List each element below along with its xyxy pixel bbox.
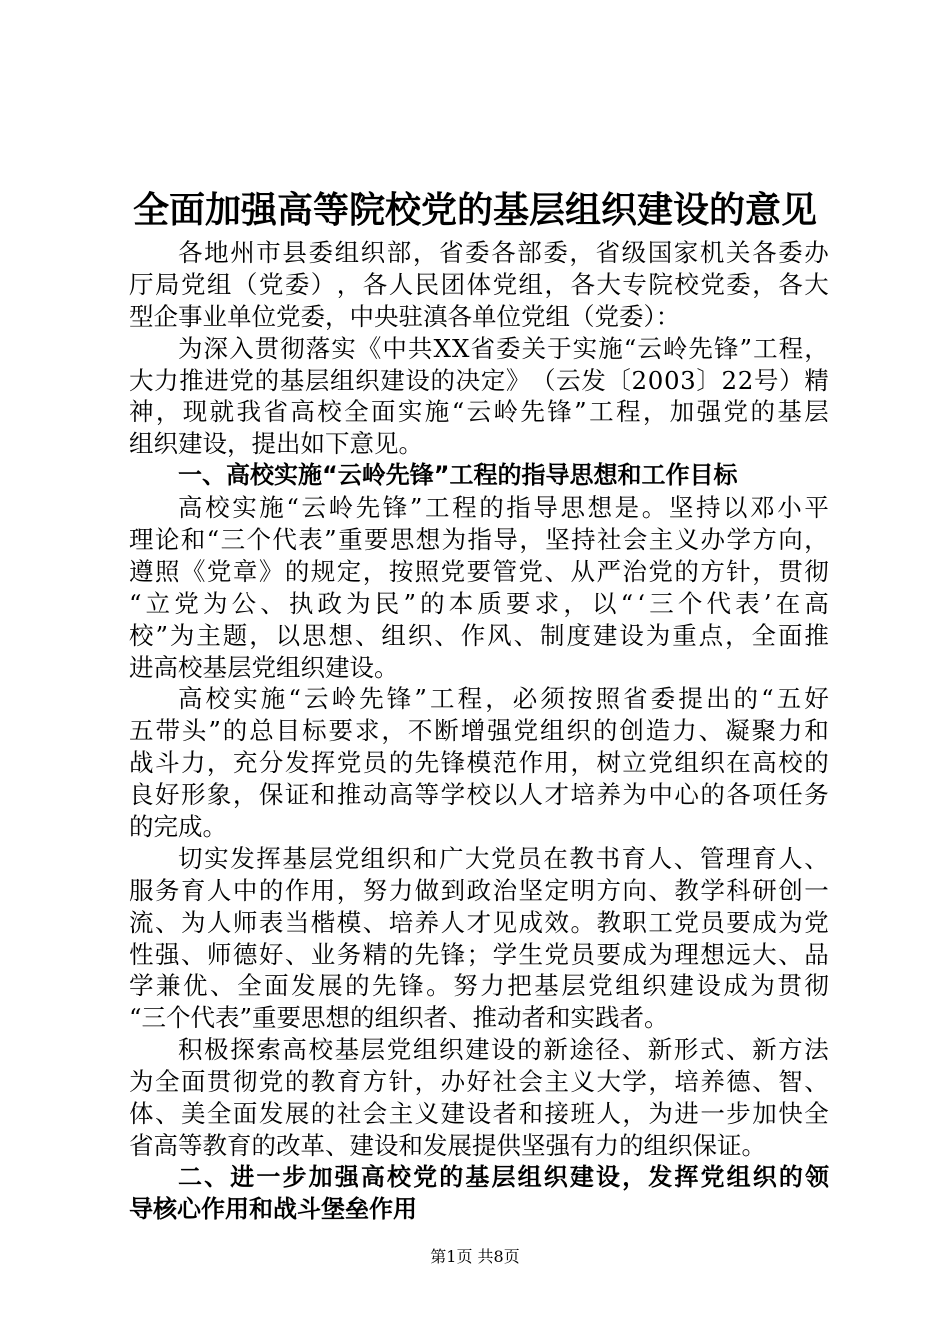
body-text-line: “ 立 党 为 公 、 执 政 为 民 ” 的 本 质 要 求 ， 以 “ ‘ 三 个 代 表 ’ 在 高	[129, 588, 829, 618]
body-text-line: 为 全 面 贯 彻 党 的 教 育 方 针 ， 办 好 社 会 主 义 大 学 ， 培 养 德 、 智 、	[129, 1067, 829, 1097]
body-text-line: 为 深 入 贯 彻 落 实 《 中 共 X X 省 委 关 于 实 施 “ 云 岭 先 锋 ” 工 程 ，	[178, 333, 829, 363]
body-text-line: 各 地 州 市 县 委 组 织 部 ， 省 委 各 部 委 ， 省 级 国 家 机 关 各 委 办	[178, 238, 829, 267]
body-text-line: 流 、 为 人 师 表 当 楷 模 、 培 养 人 才 见 成 效 。 教 职 工 党 员 要 成 为 党	[129, 907, 829, 937]
document-body	[129, 237, 829, 1226]
body-text-line: 型企事业单位党委，中央驻滇各单位党组（党委）：	[129, 301, 681, 331]
document-title: 全面加强高等院校党的基层组织建设的意见	[132, 190, 817, 231]
body-text-line: 神 ， 现 就 我 省 高 校 全 面 实 施 “ 云 岭 先 锋 ” 工 程 ， 加 强 党 的 基 层	[129, 397, 829, 427]
body-text-line: 大 力 推 进 党 的 基 层 组 织 建 设 的 决 定 》 （ 云 发 〔 2 0 0 3 〕 2 2 号 ） 精	[129, 365, 829, 395]
body-text-line: 五 带 头 ” 的 总 目 标 要 求 ， 不 断 增 强 党 组 织 的 创 造 力 、 凝 聚 力 和	[129, 716, 829, 746]
body-text-line: 高 校 实 施 “ 云 岭 先 锋 ” 工 程 的 指 导 思 想 是 。 坚 持 以 邓 小 平	[178, 493, 829, 523]
body-text-line: 体 、 美 全 面 发 展 的 社 会 主 义 建 设 者 和 接 班 人 ， 为 进 一 步 加 快 全	[129, 1099, 829, 1129]
body-text-line: 战 斗 力 ， 充 分 发 挥 党 员 的 先 锋 模 范 作 用 ， 树 立 党 组 织 在 高 校 的	[129, 748, 829, 778]
page-number: 第1页 共8页	[430, 1247, 520, 1266]
body-text-line: 遵 照 《 党 章 》 的 规 定 ， 按 照 党 要 管 党 、 从 严 治 党 的 方 针 ， 贯 彻	[129, 556, 829, 586]
body-text-line: “三个代表”重要思想的组织者、推动者和实践者。	[129, 1003, 669, 1033]
body-text-line: 的完成。	[129, 812, 227, 842]
body-text-line: 校 ” 为 主 题 ， 以 思 想 、 组 织 、 作 风 、 制 度 建 设 为 重 点 ， 全 面 推	[129, 620, 829, 650]
body-text-line: 高 校 实 施 “ 云 岭 先 锋 ” 工 程 ， 必 须 按 照 省 委 提 出 的 “ 五 好	[178, 684, 829, 714]
body-text-line: 积 极 探 索 高 校 基 层 党 组 织 建 设 的 新 途 径 、 新 形 式 、 新 方 法	[178, 1035, 829, 1065]
page-footer	[0, 1247, 950, 1267]
body-text-line: 理 论 和 “ 三 个 代 表 ” 重 要 思 想 为 指 导 ， 坚 持 社 会 主 义 办 学 方 向 ，	[129, 525, 829, 555]
section-heading-line: 二 、 进 一 步 加 强 高 校 党 的 基 层 组 织 建 设 ， 发 挥 党 组 织 的 领	[178, 1162, 829, 1191]
body-text-line: 良 好 形 象 ， 保 证 和 推 动 高 等 学 校 以 人 才 培 养 为 中 心 的 各 项 任 务	[129, 780, 829, 810]
body-text-line: 切 实 发 挥 基 层 党 组 织 和 广 大 党 员 在 教 书 育 人 、 管 理 育 人 、	[178, 843, 829, 873]
body-text-line: 进高校基层党组织建设。	[129, 652, 399, 682]
body-text-line: 性 强 、 师 德 好 、 业 务 精 的 先 锋 ； 学 生 党 员 要 成 为 理 想 远 大 、 品	[129, 939, 829, 969]
section-heading-line: 导核心作用和战斗堡垒作用	[129, 1194, 417, 1223]
body-text-line: 服 务 育 人 中 的 作 用 ， 努 力 做 到 政 治 坚 定 明 方 向 、 教 学 科 研 创 一	[129, 875, 829, 905]
body-text-line: 学 兼 优 、 全 面 发 展 的 先 锋 。 努 力 把 基 层 党 组 织 建 设 成 为 贯 彻	[129, 971, 829, 1001]
section-heading-line: 一、高校实施“云岭先锋”工程的指导思想和工作目标	[178, 461, 738, 490]
body-text-line: 省高等教育的改革、建设和发展提供坚强有力的组织保证。	[129, 1130, 766, 1160]
body-text-line: 组织建设，提出如下意见。	[129, 429, 423, 459]
body-text-line: 厅 局 党 组 （ 党 委 ） ， 各 人 民 团 体 党 组 ， 各 大 专 院 校 党 委 ， 各 大	[129, 269, 829, 299]
